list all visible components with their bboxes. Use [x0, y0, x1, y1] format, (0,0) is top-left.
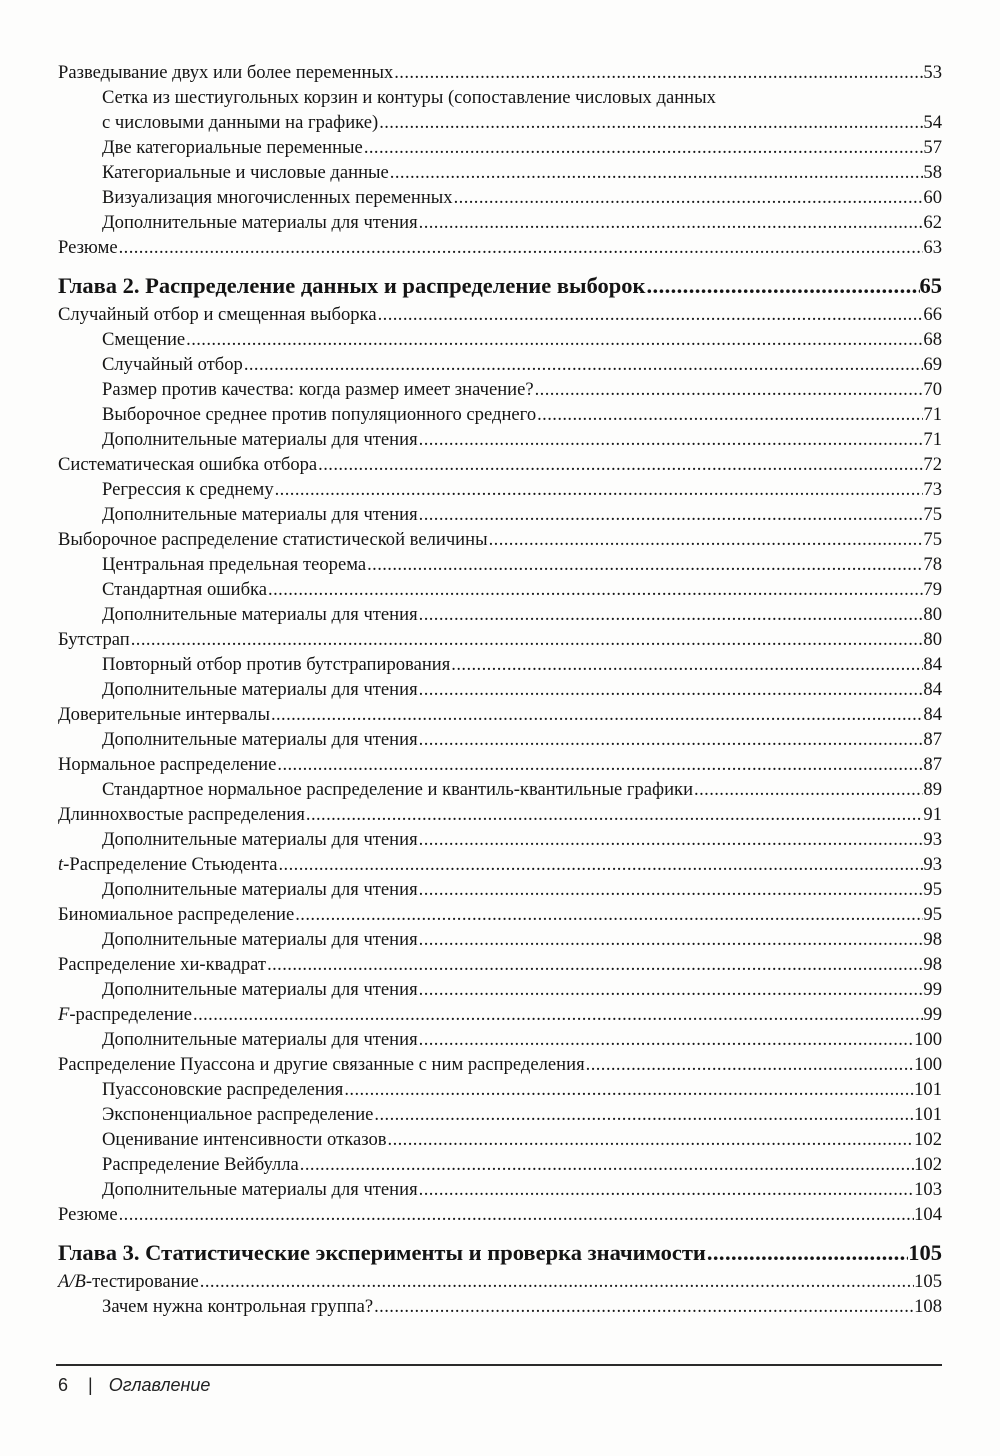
toc-entry: [58, 135, 942, 160]
toc-entry: [58, 802, 942, 827]
dot-leader: [243, 352, 924, 377]
toc-entry-title-rest: -распределение: [69, 1004, 193, 1025]
toc-entry-page: 89: [923, 779, 942, 800]
dot-leader: [377, 302, 924, 327]
dot-leader: [706, 1237, 908, 1269]
toc-entry-page: 72: [923, 454, 942, 475]
dot-leader: [373, 1294, 914, 1319]
toc-entry-title-rest: -тестирование: [85, 1271, 199, 1292]
toc-entry: [58, 627, 942, 652]
toc-entry: [58, 552, 942, 577]
toc-entry: [58, 952, 942, 977]
toc-entry-page: 103: [914, 1179, 942, 1200]
toc-entry-page: 84: [923, 704, 942, 725]
toc-entry-page: 60: [923, 187, 942, 208]
toc-entry-title: Две категориальные переменные: [102, 137, 363, 158]
dot-leader: [536, 402, 923, 427]
dot-leader: [693, 777, 923, 802]
toc-entry: [58, 60, 942, 85]
toc-entry-page: 99: [923, 1004, 942, 1025]
toc-entry-title: Резюме: [58, 237, 118, 258]
toc-entry-page: 75: [923, 529, 942, 550]
dot-leader: [418, 602, 924, 627]
toc-entry-page: 101: [914, 1104, 942, 1125]
toc-entry-title: Категориальные и числовые данные: [102, 162, 389, 183]
dot-leader: [418, 877, 924, 902]
dot-leader: [299, 1152, 914, 1177]
toc-entry-title: Дополнительные материалы для чтения: [102, 1179, 418, 1200]
dot-leader: [274, 477, 924, 502]
toc-entry-title: Стандартная ошибка: [102, 579, 268, 600]
toc-entry-title: Оценивание интенсивности отказов: [102, 1129, 387, 1150]
toc-entry: [58, 727, 942, 752]
toc-entry-title: Распределение Пуассона и другие связанные с ним распределения: [58, 1054, 585, 1075]
dot-leader: [646, 270, 920, 302]
page-footer: [58, 1372, 210, 1398]
toc-entry: [58, 352, 942, 377]
toc-entry-page: 58: [923, 162, 942, 183]
toc-entry-title: Дополнительные материалы для чтения: [102, 829, 418, 850]
toc-entry: [58, 977, 942, 1002]
toc-entry-page: 98: [923, 929, 942, 950]
toc-entry-wrapped-line: [58, 85, 942, 110]
toc-entry-title-rest: -Распределение Стьюдента: [63, 854, 278, 875]
dot-leader: [418, 1177, 914, 1202]
toc-entry: [58, 752, 942, 777]
dot-leader: [393, 60, 923, 85]
toc-entry-title: с числовыми данными на графике): [102, 112, 379, 133]
toc-entry-page: 105: [914, 1271, 942, 1292]
toc-entry-page: 108: [914, 1296, 942, 1317]
toc-entry: [58, 877, 942, 902]
toc-entry: [58, 1177, 942, 1202]
toc-entry-title: Систематическая ошибка отбора: [58, 454, 318, 475]
dot-leader: [418, 210, 924, 235]
toc-entry: [58, 110, 942, 135]
chapter-page: 105: [908, 1240, 942, 1265]
chapter-title: Глава 2. Распределение данных и распределение выборок: [58, 273, 646, 298]
toc-entry-page: 102: [914, 1154, 942, 1175]
toc-entry-title: [58, 1002, 192, 1027]
toc-entry: [58, 1152, 942, 1177]
dot-leader: [418, 927, 924, 952]
dot-leader: [585, 1052, 914, 1077]
toc-entry-page: 66: [923, 304, 942, 325]
dot-leader: [373, 1102, 914, 1127]
toc-entry: [58, 1102, 942, 1127]
toc-entry: [58, 377, 942, 402]
toc-entry-title: Экспоненциальное распределение: [102, 1104, 374, 1125]
toc-entry: [58, 1202, 942, 1227]
toc-entry-title: Дополнительные материалы для чтения: [102, 979, 418, 1000]
dot-leader: [317, 452, 923, 477]
toc-entry-page: 54: [923, 112, 942, 133]
toc-entry: [58, 452, 942, 477]
dot-leader: [267, 577, 923, 602]
dot-leader: [418, 502, 924, 527]
dot-leader: [130, 627, 924, 652]
toc-entry-page: 93: [923, 829, 942, 850]
chapter-title: Глава 3. Статистические эксперименты и проверка значимости: [58, 1240, 706, 1265]
dot-leader: [418, 977, 924, 1002]
toc-entry: [58, 527, 942, 552]
dot-leader: [418, 427, 924, 452]
toc-entry-title-italic: F: [58, 1004, 70, 1025]
toc-entry-page: 100: [914, 1054, 942, 1075]
toc-entry-title: Доверительные интервалы: [58, 704, 270, 725]
toc-entry-title: Длиннохвостые распределения: [58, 804, 305, 825]
toc-entry-page: 80: [923, 629, 942, 650]
toc-entry-title: Стандартное нормальное распределение и квантиль-квантильные графики: [102, 779, 694, 800]
toc-entry: [58, 1127, 942, 1152]
toc-entry-page: 70: [923, 379, 942, 400]
toc-entry: [58, 702, 942, 727]
toc-entry-title: [58, 1269, 199, 1294]
toc-entry-title: Биномиальное распределение: [58, 904, 295, 925]
toc-entry: [58, 327, 942, 352]
toc-entry-title: Размер против качества: когда размер имеет значение?: [102, 379, 534, 400]
dot-leader: [276, 752, 923, 777]
footer-section-label: Оглавление: [108, 1375, 211, 1395]
toc-chapter-heading: [58, 1237, 942, 1269]
toc-entry-title-italic: A/B: [58, 1271, 86, 1292]
toc-entry: [58, 1269, 942, 1294]
toc-entry-title: Дополнительные материалы для чтения: [102, 879, 418, 900]
dot-leader: [305, 802, 924, 827]
toc-entry: [58, 427, 942, 452]
toc-entry-page: 93: [923, 854, 942, 875]
footer-page-number: 6: [58, 1375, 69, 1395]
dot-leader: [266, 952, 923, 977]
toc-entry-page: 98: [923, 954, 942, 975]
toc-entry-title: Дополнительные материалы для чтения: [102, 604, 418, 625]
toc-entry-page: 101: [914, 1079, 942, 1100]
dot-leader: [387, 1127, 915, 1152]
dot-leader: [278, 852, 924, 877]
toc-entry-title: Выборочное распределение статистической величины: [58, 529, 488, 550]
toc-entry-page: 75: [923, 504, 942, 525]
toc-entry-page: 53: [923, 62, 942, 83]
toc-entry-title: Нормальное распределение: [58, 754, 277, 775]
dot-leader: [453, 185, 924, 210]
toc-entry-page: 87: [923, 754, 942, 775]
toc-entry-page: 68: [923, 329, 942, 350]
toc-entry-page: 95: [923, 904, 942, 925]
toc-entry-page: 84: [923, 679, 942, 700]
toc-entry-title: Дополнительные материалы для чтения: [102, 929, 418, 950]
toc-entry-title: Дополнительные материалы для чтения: [102, 429, 418, 450]
toc-entry: [58, 185, 942, 210]
toc-entry-title: Бутстрап: [58, 629, 130, 650]
dot-leader: [363, 135, 924, 160]
toc-entry-title: Сетка из шестиугольных корзин и контуры (сопоставление числовых данных: [102, 87, 716, 108]
toc-entry-title: Визуализация многочисленных переменных: [102, 187, 453, 208]
toc-entry: [58, 1294, 942, 1319]
toc-entry-title: Резюме: [58, 1204, 118, 1225]
toc-entry-page: 71: [923, 404, 942, 425]
toc-entry: [58, 852, 942, 877]
toc-entry: [58, 402, 942, 427]
dot-leader: [199, 1269, 914, 1294]
toc-entry: [58, 1052, 942, 1077]
toc-entry-page: 80: [923, 604, 942, 625]
toc-entry-title: Случайный отбор и смещенная выборка: [58, 304, 377, 325]
toc-entry-page: 104: [914, 1204, 942, 1225]
toc-entry-page: 87: [923, 729, 942, 750]
toc-entry: [58, 477, 942, 502]
dot-leader: [378, 110, 923, 135]
dot-leader: [534, 377, 924, 402]
toc-entry: [58, 235, 942, 260]
toc-entry-page: 63: [923, 237, 942, 258]
toc-entry: [58, 677, 942, 702]
toc-entry-title: Центральная предельная теорема: [102, 554, 367, 575]
toc-entry-title: Распределение Вейбулла: [102, 1154, 299, 1175]
dot-leader: [192, 1002, 923, 1027]
toc-entry-title: Дополнительные материалы для чтения: [102, 729, 418, 750]
toc-entry-page: 91: [923, 804, 942, 825]
toc-entry: [58, 502, 942, 527]
dot-leader: [294, 902, 923, 927]
dot-leader: [118, 235, 924, 260]
dot-leader: [418, 677, 924, 702]
table-of-contents: [58, 60, 942, 1319]
toc-entry-title: Распределение хи-квадрат: [58, 954, 267, 975]
toc-entry-page: 78: [923, 554, 942, 575]
dot-leader: [389, 160, 924, 185]
toc-entry-title: Повторный отбор против бутстрапирования: [102, 654, 451, 675]
toc-chapter-heading: [58, 270, 942, 302]
toc-entry-title: [58, 852, 278, 877]
toc-entry-title-italic: t: [58, 854, 64, 875]
toc-entry: [58, 927, 942, 952]
dot-leader: [343, 1077, 914, 1102]
dot-leader: [366, 552, 923, 577]
toc-entry-title: Разведывание двух или более переменных: [58, 62, 394, 83]
chapter-page: 65: [919, 273, 942, 298]
toc-entry: [58, 1002, 942, 1027]
toc-entry: [58, 302, 942, 327]
dot-leader: [450, 652, 923, 677]
toc-entry-title: Случайный отбор: [102, 354, 243, 375]
toc-entry-page: 73: [923, 479, 942, 500]
dot-leader: [418, 827, 924, 852]
toc-entry: [58, 777, 942, 802]
toc-entry-page: 71: [923, 429, 942, 450]
toc-entry: [58, 577, 942, 602]
toc-entry-page: 99: [923, 979, 942, 1000]
dot-leader: [488, 527, 924, 552]
toc-entry-title: Регрессия к среднему: [102, 479, 274, 500]
toc-entry-title: Дополнительные материалы для чтения: [102, 679, 418, 700]
toc-entry: [58, 827, 942, 852]
dot-leader: [418, 1027, 914, 1052]
toc-entry-title: Дополнительные материалы для чтения: [102, 212, 418, 233]
toc-entry-title: Дополнительные материалы для чтения: [102, 1029, 418, 1050]
toc-entry-page: 79: [923, 579, 942, 600]
toc-entry: [58, 1077, 942, 1102]
toc-entry-title: Пуассоновские распределения: [102, 1079, 344, 1100]
toc-entry-page: 84: [923, 654, 942, 675]
dot-leader: [270, 702, 923, 727]
toc-entry: [58, 1027, 942, 1052]
toc-entry-title: Смещение: [102, 329, 186, 350]
dot-leader: [118, 1202, 915, 1227]
toc-entry-page: 100: [914, 1029, 942, 1050]
toc-entry-title: Выборочное среднее против популяционного среднего: [102, 404, 537, 425]
toc-entry: [58, 652, 942, 677]
toc-entry: [58, 902, 942, 927]
toc-entry-page: 57: [923, 137, 942, 158]
toc-entry-page: 62: [923, 212, 942, 233]
toc-entry-page: 102: [914, 1129, 942, 1150]
footer-separator: |: [88, 1375, 93, 1395]
dot-leader: [418, 727, 924, 752]
toc-entry-page: 69: [923, 354, 942, 375]
footer-rule: [56, 1364, 942, 1366]
toc-entry-title: Дополнительные материалы для чтения: [102, 504, 418, 525]
dot-leader: [185, 327, 923, 352]
toc-entry-title: Зачем нужна контрольная группа?: [102, 1296, 374, 1317]
toc-entry: [58, 602, 942, 627]
toc-entry: [58, 160, 942, 185]
toc-entry: [58, 210, 942, 235]
toc-entry-page: 95: [923, 879, 942, 900]
